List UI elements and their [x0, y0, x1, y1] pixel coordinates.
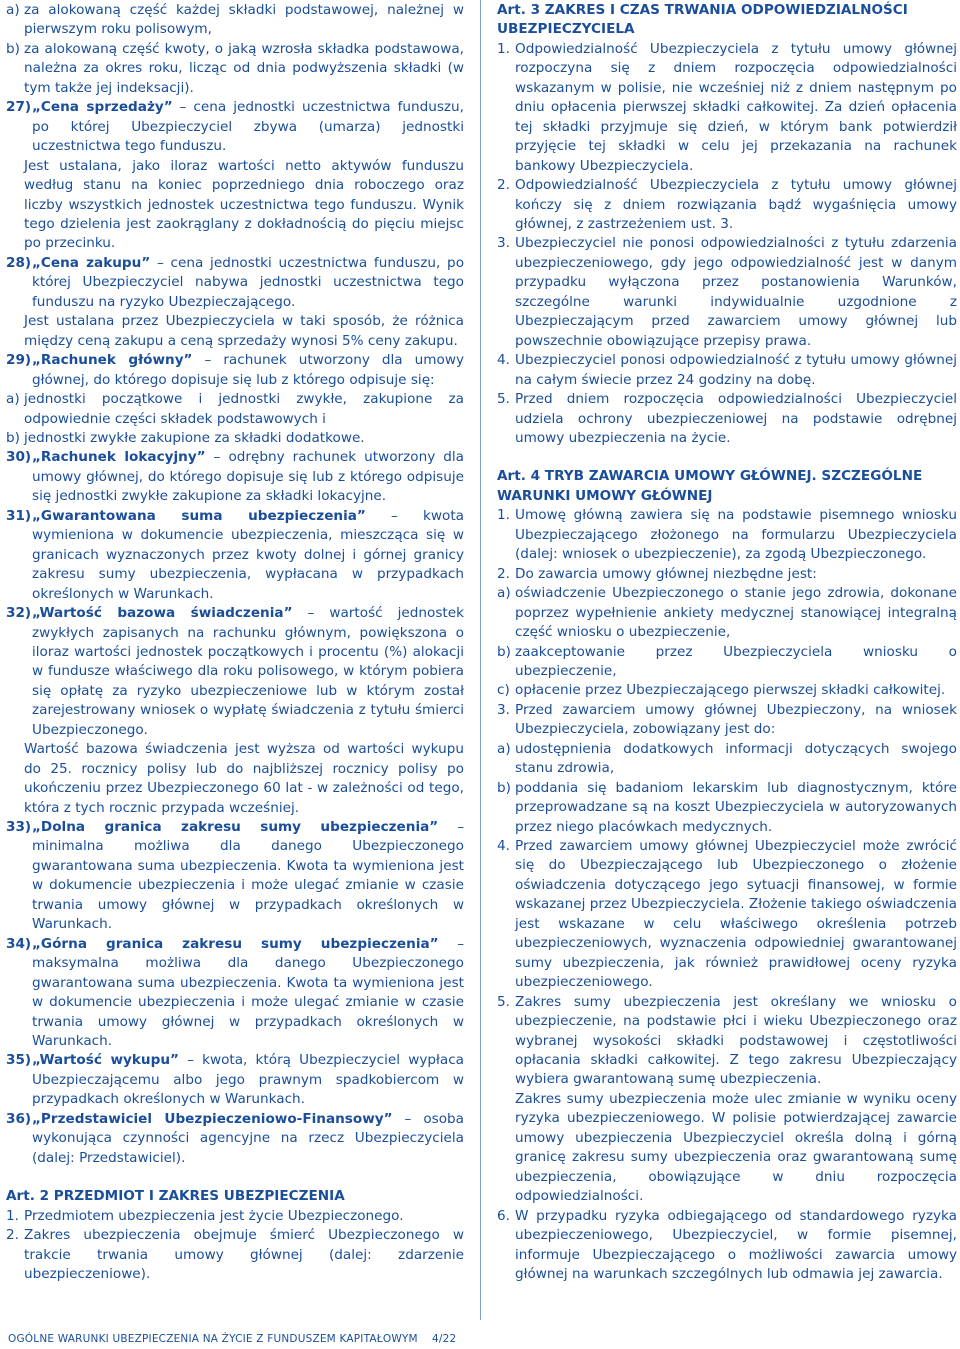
list-item [497, 681, 957, 700]
list-item-text: Umowę główną zawiera się na podstawie pisemnego wniosku Ubezpieczającego złożonego na formularzu Ubezpieczyciela (dalej: wniosek o ubezpieczenie), za zgodą Ubezpieczonego. [515, 507, 957, 563]
list-item-text: za alokowaną część kwoty, o jaką wzrosła składka podstawowa, należna za okres roku, licząc od dnia podwyższenia składki (w tym także jej indeksacji). [24, 40, 464, 96]
list-item [497, 390, 957, 448]
definition-term: „Wartość wykupu” [32, 1052, 179, 1069]
definition-number: 32) [6, 605, 32, 622]
paragraph-text: Jest ustalana przez Ubezpieczyciela w taki sposób, że różnica między ceną zakupu a ceną sprzedaży wynosi 5% ceny zakupu. [24, 313, 464, 349]
definition-item [6, 507, 464, 604]
list-item-text: opłacenie przez Ubezpieczającego pierwszej składki całkowitej. [515, 682, 946, 699]
definition-item [6, 448, 464, 506]
list-marker: b) [497, 779, 511, 796]
list-item [497, 40, 957, 176]
definition-paragraph [6, 312, 464, 351]
section-gap [497, 448, 957, 467]
right-column [497, 1, 957, 1284]
list-marker: 5. [497, 391, 510, 408]
definition-number: 27) [6, 99, 32, 116]
list-marker: a) [497, 585, 511, 602]
list-item-text: Ubezpieczyciel nie ponosi odpowiedzialności z tytułu zdarzenia ubezpieczeniowego, gdy jego odpowiedzialność jest w danym przypadku wyłączona przez postanowienia Warunków, szczególne warunki indywidualnie uzgodnione z Ubezpieczającym przed zawarciem umowy głównej lub powszechnie obowiązujące przepisy prawa. [515, 235, 957, 349]
list-item [6, 1207, 464, 1226]
list-item-text: zaakceptowanie przez Ubezpieczyciela wniosku o ubezpieczenie, [515, 643, 957, 679]
definition-text: – minimalna możliwa dla danego Ubezpieczonego gwarantowana suma ubezpieczenia. Kwota ta wymieniona jest w dokumencie ubezpieczenia i może ulegać zmianie w czasie trwania umowy głównej w przypadkach określonych w Warunkach. [32, 819, 464, 933]
list-item-text: udostępnienia dodatkowych informacji dotyczących swojego stanu zdrowia, [515, 740, 957, 777]
list-item [497, 779, 957, 837]
list-item [6, 390, 464, 429]
list-item [497, 506, 957, 564]
definition-term: „Cena sprzedaży” [32, 99, 173, 116]
article-heading: Art. 3 ZAKRES I CZAS TRWANIA ODPOWIEDZIALNOŚCI UBEZPIECZYCIELA [497, 2, 908, 38]
definition-number: 30) [6, 449, 32, 466]
definition-term: „Rachunek lokacyjny” [32, 449, 206, 466]
definition-paragraph [6, 740, 464, 818]
list-item-text: Odpowiedzialność Ubezpieczyciela z tytułu umowy głównej kończy się z dniem rozwiązania bądź wygaśnięcia umowy głównej, z zastrzeżeniem ust. 3. [515, 177, 957, 232]
definition-term: „Wartość bazowa świadczenia” [32, 605, 293, 622]
list-item-text: Zakres sumy ubezpieczenia jest określany we wniosku o ubezpieczenie, na podstawie płci i wieku Ubezpieczonego oraz wybranej wysokości składki podstawowej i częstotliwości opłacania składki całkowitej. Z tego zakresu Ubezpieczający wybiera gwarantowaną sumę ubezpieczenia. [515, 993, 957, 1088]
list-item-text: Przedmiotem ubezpieczenia jest życie Ubezpieczonego. [24, 1207, 404, 1224]
paragraph-text: Wartość bazowa świadczenia jest wyższa od wartości wykupu do 25. rocznicy polisy lub do najbliższej rocznicy polisy po ukończeniu przez Ubezpieczonego 60 lat - w zależności od tego, która z tych rocznic przypada wcześniej. [24, 741, 464, 816]
definition-item [6, 818, 464, 935]
list-item-text: jednostki zwykłe zakupione za składki dodatkowe. [24, 429, 365, 446]
list-item-text: poddania się badaniom lekarskim lub diagnostycznym, które przeprowadzane są na koszt Ubezpieczyciela w autoryzowanych przez niego placówkach medycznych. [515, 779, 957, 835]
definition-number: 29) [6, 352, 32, 369]
list-item [497, 643, 957, 682]
definition-number: 35) [6, 1052, 32, 1069]
list-marker: 3. [497, 235, 510, 252]
definition-number: 28) [6, 254, 32, 271]
list-marker: 4. [497, 352, 510, 369]
definition-item [6, 98, 464, 156]
list-marker: a) [6, 391, 20, 408]
definition-term: „Cena zakupu” [32, 254, 151, 271]
page-footer [8, 1333, 456, 1345]
definition-text: – cena jednostki uczestnictwa funduszu, po której Ubezpieczyciel zbywa (umarza) jednostki uczestnictwa tego funduszu. [32, 99, 464, 155]
list-item [497, 584, 957, 642]
list-marker: 1. [497, 507, 510, 524]
paragraph-text: Zakres sumy ubezpieczenia może ulec zmianie w wyniku oceny ryzyka ubezpieczeniowego. W polisie potwierdzającej zawarcie umowy ubezpieczenia Ubezpieczyciel określa dolną i górną granicę zakresu sumy ubezpieczenia oraz gwarantowaną sumę ubezpieczenia, obowiązujące w dniu rozpoczęcia odpowiedzialności. [515, 1090, 957, 1205]
list-item-text: W przypadku ryzyka odbiegającego od standardowego ryzyka ubezpieczeniowego, Ubezpieczyciel, w formie pisemnej, informuje Ubezpieczającego o możliwości zawarcia umowy głównej na warunkach szczególnych lub odmawia jej zawarcia. [515, 1207, 957, 1282]
list-item [497, 351, 957, 390]
list-item-text: Ubezpieczyciel ponosi odpowiedzialność z tytułu umowy głównej na całym świecie przez 24 godziny na dobę. [515, 352, 957, 388]
definition-number: 31) [6, 507, 32, 524]
list-item [497, 837, 957, 993]
sub-paragraph [497, 1090, 957, 1207]
definition-term: „Rachunek główny” [32, 352, 193, 369]
list-marker: 3. [497, 701, 510, 718]
list-marker: c) [497, 682, 510, 699]
paragraph-text: Jest ustalana, jako iloraz wartości netto aktywów funduszu według stanu na koniec poprzedniego dnia roboczego oraz liczby wszystkich jednostek uczestnictwa tego funduszu. Wynik tego dzielenia jest zaokrąglany z dokładnością do pięciu miejsc po przecinku. [24, 157, 464, 252]
page-number: 4/22 [431, 1333, 457, 1345]
definition-text: – wartość jednostek zwykłych zapisanych na rachunku głównym, powiększona o iloraz wartości jednostek początkowych i procentu (%) alokacji w fundusze właściwego dla roku polisowego, w którym pobiera się opłatę za ryzyko ubezpieczeniowe lub w którym został zarejestrowany wniosek o wypłatę świadczenia z tytułu śmierci Ubezpieczonego. [32, 605, 465, 738]
article-heading: Art. 4 TRYB ZAWARCIA UMOWY GŁÓWNEJ. SZCZEGÓLNE WARUNKI UMOWY GŁÓWNEJ [497, 468, 923, 504]
list-item-text: za alokowaną część każdej składki podstawowej, należnej w pierwszym roku polisowym, [24, 2, 464, 38]
definition-text: – odrębny rachunek utworzony dla umowy głównej, do którego dopisuje się lub z którego odpisuje się jednostki zwykłe zakupione za składki lokacyjne. [32, 449, 464, 505]
column-divider [480, 0, 481, 1320]
list-item [497, 176, 957, 234]
definition-paragraph [6, 157, 464, 254]
definition-item [6, 1110, 464, 1168]
list-item [6, 1226, 464, 1284]
definition-text: – osoba wykonująca czynności agencyjne na rzecz Ubezpieczyciela (dalej: Przedstawiciel). [32, 1110, 464, 1166]
footer-title: OGÓLNE WARUNKI UBEZPIECZENIA NA ŻYCIE Z FUNDUSZEM KAPITAŁOWYM [8, 1333, 418, 1345]
list-marker: 4. [497, 838, 510, 855]
definition-item [6, 254, 464, 312]
list-marker: 5. [497, 993, 510, 1010]
list-item-text: Odpowiedzialność Ubezpieczyciela z tytułu umowy głównej rozpoczyna się z dniem rozpoczęcia odpowiedzialności wskazanym w polisie, nie wcześniej niż z dniem następnym po dniu opłacenia pierwszej składki całkowitej. Za dzień opłacenia tej składki przyjmuje się dzień, w którym bank potwierdził przyjęcie tej składki w celu jej przekazania na rachunek bankowy Ubezpieczyciela. [515, 40, 957, 174]
definition-term: „Przedstawiciel Ubezpieczeniowo-Finansowy” [32, 1110, 393, 1127]
definition-number: 36) [6, 1110, 32, 1127]
list-marker: 6. [497, 1207, 510, 1224]
definition-item [6, 1051, 464, 1109]
list-item [497, 701, 957, 740]
list-marker: b) [497, 643, 511, 660]
left-column [6, 1, 464, 1284]
article-heading: Art. 2 PRZEDMIOT I ZAKRES UBEZPIECZENIA [6, 1188, 345, 1205]
list-item [6, 40, 464, 98]
definition-text: – kwota wymieniona w dokumencie ubezpieczenia, mieszcząca się w granicach wyznaczonych przez kwoty dolnej i górnej granicy zakresu sumy ubezpieczenia, wypłacana w przypadkach określonych w Warunkach. [32, 507, 464, 602]
list-item-text: Zakres ubezpieczenia obejmuje śmierć Ubezpieczonego w trakcie trwania umowy głównej (dalej: zdarzenie ubezpieczeniowe). [24, 1227, 464, 1282]
list-item [6, 429, 464, 448]
list-item [497, 234, 957, 351]
list-item-text: Przed dniem rozpoczęcia odpowiedzialności Ubezpieczyciel udziela ochrony ubezpieczeniowej na podstawie odrębnej umowy ubezpieczenia na życie. [515, 391, 957, 446]
list-marker: 1. [497, 40, 510, 57]
list-item [497, 993, 957, 1090]
definition-number: 33) [6, 819, 32, 836]
list-marker: b) [6, 429, 20, 446]
list-marker: 1. [6, 1207, 19, 1224]
list-marker: b) [6, 40, 20, 57]
list-item-text: jednostki początkowe i jednostki zwykłe, zakupione za odpowiednie części składek podstawowych i [24, 391, 464, 427]
list-marker: a) [497, 740, 511, 757]
list-item-text: Przed zawarciem umowy głównej Ubezpieczyciel może zwrócić się do Ubezpieczającego lub Ubezpieczonego o złożenie oświadczenia dotyczącego jego sytuacji finansowej, w formie wskazanej przez Ubezpieczyciela. Złożenie takiego oświadczenia jest wskazane w celu właściwego określenia potrzeb ubezpieczeniowych, wyznaczenia odpowiedniej gwarantowanej sumy ubezpieczenia, jak również prawidłowej oceny ryzyka ubezpieczeniowego. [515, 838, 957, 991]
list-item [497, 740, 957, 779]
list-item-text: Do zawarcia umowy głównej niezbędne jest: [515, 565, 817, 582]
list-item-text: oświadczenie Ubezpieczonego o stanie jego zdrowia, dokonane poprzez wypełnienie ankiety medycznej stanowiącej integralną część wniosku o ubezpieczenie, [515, 585, 957, 641]
definition-term: „Dolna granica zakresu sumy ubezpieczenia” [32, 819, 439, 836]
list-marker: a) [6, 2, 20, 18]
definition-item [6, 935, 464, 1052]
list-item [497, 565, 957, 584]
definition-item [6, 604, 464, 740]
list-item-text: Przed zawarciem umowy głównej Ubezpieczony, na wniosek Ubezpieczyciela, zobowiązany jest do: [515, 701, 957, 738]
list-marker: 2. [497, 177, 510, 194]
definition-text: – rachunek utworzony dla umowy głównej, do którego dopisuje się lub z którego odpisuje się: [32, 352, 464, 388]
section-gap [6, 1168, 464, 1187]
list-marker: 2. [497, 565, 510, 582]
definition-text: – cena jednostki uczestnictwa funduszu, po której Ubezpieczyciel nabywa jednostki uczestnictwa tego funduszu na ryzyko Ubezpieczającego. [32, 254, 465, 310]
definition-text: – maksymalna możliwa dla danego Ubezpieczonego gwarantowana suma ubezpieczenia. Kwota ta wymieniona jest w dokumencie ubezpieczenia i może ulegać zmianie w czasie trwania umowy głównej w przypadkach określonych w Warunkach. [32, 935, 464, 1050]
list-marker: 2. [6, 1227, 19, 1244]
definition-item [6, 351, 464, 390]
list-item [6, 1, 464, 40]
list-item [497, 1207, 957, 1285]
definition-term: „Gwarantowana suma ubezpieczenia” [32, 507, 366, 524]
definition-text: – kwota, którą Ubezpieczyciel wypłaca Ubezpieczającemu albo jego prawnym spadkobiercom w przypadkach określonych w Warunkach. [32, 1052, 465, 1108]
definition-term: „Górna granica zakresu sumy ubezpieczenia” [32, 935, 439, 952]
definition-number: 34) [6, 935, 32, 952]
